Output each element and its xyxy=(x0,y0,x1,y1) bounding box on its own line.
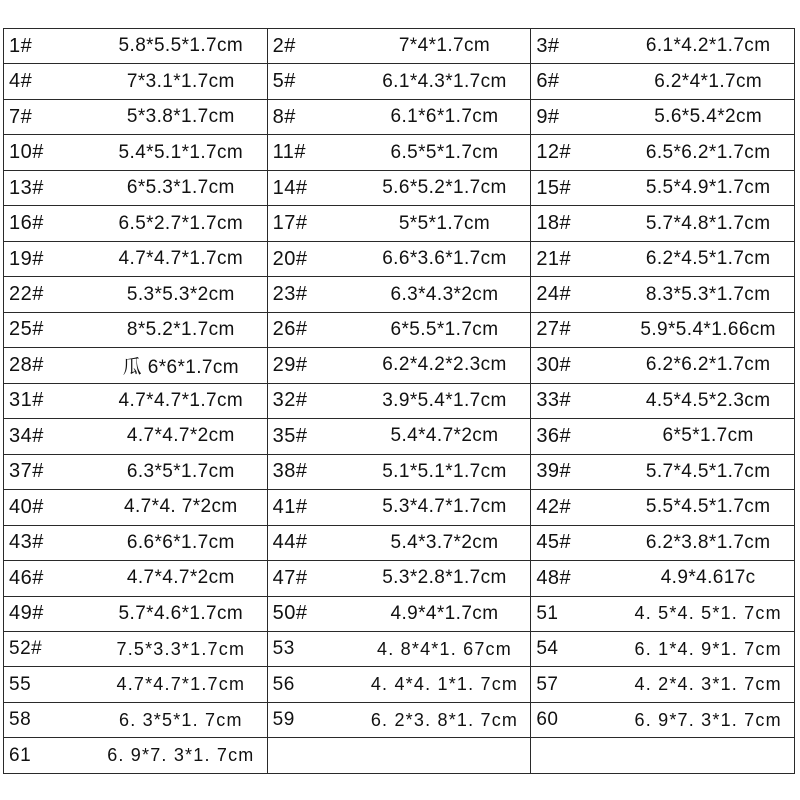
size-cell xyxy=(531,454,795,489)
size-cell-content xyxy=(531,632,794,666)
item-number: 40# xyxy=(9,495,44,518)
item-number: 43# xyxy=(9,531,44,554)
item-number: 12# xyxy=(536,141,572,164)
size-cell xyxy=(267,29,531,64)
size-cell-content xyxy=(268,526,531,560)
table-row xyxy=(4,312,795,347)
size-cell xyxy=(4,277,268,312)
item-dimensions: 5.7*4.8*1.7cm xyxy=(645,212,771,234)
item-number: 30# xyxy=(536,353,572,376)
item-number: 11# xyxy=(272,141,307,164)
item-dimensions: 6. 9*7. 3*1. 7cm xyxy=(634,709,782,730)
size-cell-content xyxy=(268,64,531,98)
size-cell-content xyxy=(531,64,794,98)
size-cell xyxy=(4,490,268,525)
item-dimensions: 7.5*3.3*1.7cm xyxy=(116,638,246,659)
size-cell xyxy=(4,702,268,737)
size-cell xyxy=(267,596,531,631)
item-number: 3# xyxy=(536,34,560,57)
item-dimensions: 5.4*3.7*2cm xyxy=(390,531,499,553)
item-number: 42# xyxy=(536,495,572,518)
size-table xyxy=(3,28,795,774)
table-row xyxy=(4,490,795,525)
item-dimensions: 4.7*4.7*2cm xyxy=(126,425,235,447)
item-number: 23# xyxy=(272,283,308,306)
size-cell-content xyxy=(4,29,267,63)
size-cell-content xyxy=(268,135,531,169)
size-cell xyxy=(531,206,795,241)
item-dimensions: 6.1*4.2*1.7cm xyxy=(645,35,771,57)
size-cell xyxy=(4,99,268,134)
size-cell-content xyxy=(268,597,531,631)
table-row xyxy=(4,667,795,702)
size-cell-content xyxy=(268,419,531,453)
table-row xyxy=(4,738,795,774)
size-cell xyxy=(531,631,795,666)
item-number: 21# xyxy=(536,247,572,270)
table-row xyxy=(4,631,795,666)
item-dimensions: 6.2*3.8*1.7cm xyxy=(645,531,771,553)
item-number: 28# xyxy=(9,353,44,376)
size-cell-content xyxy=(531,100,794,134)
size-cell-content xyxy=(268,313,531,347)
item-dimensions: 7*4*1.7cm xyxy=(398,35,491,57)
item-dimensions: 4. 4*4. 1*1. 7cm xyxy=(370,674,519,695)
size-cell xyxy=(267,170,531,205)
size-cell-content xyxy=(4,348,267,382)
item-number: 18# xyxy=(536,212,572,235)
size-cell xyxy=(267,490,531,525)
size-cell-content xyxy=(531,313,794,347)
item-dimensions: 瓜 6*6*1.7cm xyxy=(122,356,239,378)
size-cell xyxy=(4,561,268,596)
size-cell-content xyxy=(4,632,267,666)
size-cell-content xyxy=(268,242,531,276)
size-cell-content xyxy=(4,455,267,489)
item-dimensions: 4.7*4.7*1.7cm xyxy=(116,674,246,695)
item-dimensions: 5.5*4.5*1.7cm xyxy=(645,496,771,518)
item-dimensions: 5.9*5.4*1.66cm xyxy=(640,318,776,340)
size-cell-content xyxy=(4,667,267,701)
size-cell xyxy=(267,206,531,241)
table-row xyxy=(4,64,795,99)
item-number: 7# xyxy=(9,105,33,128)
item-number: 33# xyxy=(536,389,572,412)
size-cell-content xyxy=(268,667,531,701)
item-number: 51 xyxy=(536,602,559,624)
item-number: 36# xyxy=(536,424,572,447)
item-dimensions: 6.1*6*1.7cm xyxy=(390,106,499,128)
size-cell xyxy=(4,419,268,454)
table-row xyxy=(4,135,795,170)
item-dimensions: 8.3*5.3*1.7cm xyxy=(645,283,771,305)
item-number: 34# xyxy=(9,424,44,447)
item-dimensions: 6.5*2.7*1.7cm xyxy=(118,212,244,234)
item-number: 38# xyxy=(272,460,308,483)
size-cell xyxy=(4,667,268,702)
item-number: 61 xyxy=(9,744,32,766)
size-cell-content xyxy=(4,561,267,595)
item-number: 14# xyxy=(272,176,308,199)
size-cell xyxy=(531,99,795,134)
size-cell-content xyxy=(268,206,531,240)
item-dimensions: 5.1*5.1*1.7cm xyxy=(382,460,507,482)
item-dimensions: 4. 5*4. 5*1. 7cm xyxy=(634,603,782,624)
item-number: 52# xyxy=(9,638,43,660)
item-dimensions: 6.6*3.6*1.7cm xyxy=(382,248,507,270)
item-dimensions: 5.7*4.6*1.7cm xyxy=(118,602,244,624)
item-dimensions: 5.7*4.5*1.7cm xyxy=(645,460,771,482)
item-number: 15# xyxy=(536,176,572,199)
size-cell-content xyxy=(268,277,531,311)
size-cell-content xyxy=(268,384,531,418)
item-number: 26# xyxy=(272,318,308,341)
item-number: 39# xyxy=(536,460,572,483)
empty-cell xyxy=(267,738,531,774)
item-number: 57 xyxy=(536,673,559,695)
item-number: 27# xyxy=(536,318,572,341)
item-dimensions: 3.9*5.4*1.7cm xyxy=(382,389,507,411)
item-dimensions: 6.2*4.2*2.3cm xyxy=(382,354,507,376)
item-number: 55 xyxy=(9,673,32,695)
item-dimensions: 5.8*5.5*1.7cm xyxy=(118,35,244,57)
item-dimensions: 4. 2*4. 3*1. 7cm xyxy=(634,674,782,695)
size-cell xyxy=(267,667,531,702)
size-cell xyxy=(531,667,795,702)
size-cell-content xyxy=(4,703,267,737)
item-dimensions: 4.9*4*1.7cm xyxy=(390,602,499,624)
item-number: 10# xyxy=(9,141,44,164)
item-number: 59 xyxy=(272,709,295,731)
table-row xyxy=(4,596,795,631)
size-cell-content xyxy=(4,171,267,205)
size-cell-content xyxy=(531,348,794,382)
size-cell-content xyxy=(531,526,794,560)
size-cell-content xyxy=(268,455,531,489)
size-cell xyxy=(267,383,531,418)
table-row xyxy=(4,702,795,737)
item-number: 35# xyxy=(272,424,308,447)
item-dimensions: 4.7*4.7*1.7cm xyxy=(118,248,244,270)
size-cell-content xyxy=(4,490,267,524)
size-cell xyxy=(267,312,531,347)
size-cell-content xyxy=(531,419,794,453)
item-number: 46# xyxy=(9,566,44,589)
size-cell xyxy=(531,135,795,170)
size-cell xyxy=(531,702,795,737)
item-number: 31# xyxy=(9,389,44,412)
size-table-body xyxy=(4,29,795,774)
size-cell-content xyxy=(531,561,794,595)
size-cell xyxy=(531,64,795,99)
size-cell xyxy=(4,383,268,418)
size-cell xyxy=(531,596,795,631)
size-cell-content xyxy=(531,277,794,311)
item-dimensions: 6. 9*7. 3*1. 7cm xyxy=(107,745,255,766)
size-cell-content xyxy=(268,632,531,666)
item-number: 37# xyxy=(9,460,44,483)
item-dimensions: 6*5.3*1.7cm xyxy=(126,177,235,199)
size-cell xyxy=(531,490,795,525)
size-cell xyxy=(267,277,531,312)
size-cell xyxy=(4,29,268,64)
item-number: 20# xyxy=(272,247,308,270)
item-number: 17# xyxy=(272,212,308,235)
item-number: 54 xyxy=(536,638,559,660)
size-cell-content xyxy=(268,561,531,595)
item-dimensions: 6. 1*4. 9*1. 7cm xyxy=(634,638,782,659)
item-dimensions: 6*5*1.7cm xyxy=(662,425,754,447)
size-cell-content xyxy=(4,419,267,453)
item-dimensions: 6. 3*5*1. 7cm xyxy=(118,709,243,730)
size-cell xyxy=(4,135,268,170)
size-cell-content xyxy=(4,738,267,773)
item-dimensions: 6.5*5*1.7cm xyxy=(390,141,499,163)
item-dimensions: 4.9*4.617c xyxy=(660,567,756,589)
item-dimensions: 6.2*4*1.7cm xyxy=(654,70,763,92)
size-cell xyxy=(267,525,531,560)
item-number: 4# xyxy=(9,70,33,93)
size-cell-content xyxy=(268,29,531,63)
item-number: 16# xyxy=(9,212,44,235)
size-cell-content xyxy=(531,206,794,240)
item-dimensions: 4.7*4.7*2cm xyxy=(126,567,235,589)
item-dimensions: 4.7*4.7*1.7cm xyxy=(118,389,244,411)
item-dimensions: 5.6*5.4*2cm xyxy=(654,106,763,128)
size-cell-content xyxy=(268,703,531,737)
item-number: 44# xyxy=(272,531,308,554)
size-cell-content xyxy=(4,526,267,560)
table-row xyxy=(4,561,795,596)
item-dimensions: 5.6*5.2*1.7cm xyxy=(382,177,507,199)
table-row xyxy=(4,99,795,134)
item-number: 9# xyxy=(536,105,560,128)
size-cell xyxy=(267,631,531,666)
item-dimensions: 6.2*4.5*1.7cm xyxy=(645,248,771,270)
size-cell xyxy=(4,312,268,347)
size-cell-content xyxy=(531,384,794,418)
table-row xyxy=(4,277,795,312)
item-number: 29# xyxy=(272,353,308,376)
size-cell xyxy=(4,348,268,383)
size-cell xyxy=(4,206,268,241)
size-cell xyxy=(531,29,795,64)
table-row xyxy=(4,29,795,64)
size-cell-content xyxy=(4,277,267,311)
size-cell xyxy=(267,241,531,276)
size-cell xyxy=(4,241,268,276)
size-cell xyxy=(267,702,531,737)
table-row xyxy=(4,170,795,205)
size-cell-content xyxy=(4,206,267,240)
size-cell xyxy=(531,241,795,276)
size-cell-content xyxy=(4,100,267,134)
size-cell xyxy=(531,419,795,454)
size-cell-content xyxy=(531,135,794,169)
size-cell xyxy=(4,454,268,489)
size-cell-content xyxy=(4,597,267,631)
size-cell xyxy=(267,348,531,383)
size-cell-content xyxy=(268,348,531,382)
size-cell xyxy=(531,383,795,418)
item-dimensions: 5*3.8*1.7cm xyxy=(126,106,235,128)
item-number: 50# xyxy=(272,602,308,625)
size-cell-content xyxy=(268,171,531,205)
item-number: 5# xyxy=(272,70,296,93)
size-cell-content xyxy=(531,242,794,276)
size-cell xyxy=(267,454,531,489)
size-cell-content xyxy=(4,64,267,98)
item-dimensions: 6.3*5*1.7cm xyxy=(126,460,235,482)
item-number: 49# xyxy=(9,602,44,625)
item-number: 22# xyxy=(9,283,44,306)
table-row xyxy=(4,348,795,383)
item-dimensions: 5.3*4.7*1.7cm xyxy=(382,496,507,518)
item-dimensions: 5.5*4.9*1.7cm xyxy=(645,177,771,199)
item-dimensions: 5.4*5.1*1.7cm xyxy=(118,141,244,163)
item-number: 19# xyxy=(9,247,44,270)
size-cell xyxy=(267,561,531,596)
item-dimensions: 6.6*6*1.7cm xyxy=(126,531,235,553)
item-dimensions: 5.4*4.7*2cm xyxy=(390,425,499,447)
item-dimensions: 6. 2*3. 8*1. 7cm xyxy=(370,709,519,730)
size-cell-content xyxy=(4,242,267,276)
size-cell xyxy=(4,738,268,774)
size-cell xyxy=(531,561,795,596)
item-dimensions: 6.2*6.2*1.7cm xyxy=(645,354,771,376)
size-cell-content xyxy=(531,703,794,737)
size-cell-content xyxy=(4,313,267,347)
item-dimensions: 4. 8*4*1. 67cm xyxy=(377,638,512,659)
table-row xyxy=(4,206,795,241)
size-cell xyxy=(531,277,795,312)
size-cell xyxy=(531,348,795,383)
item-number: 53 xyxy=(272,638,295,660)
item-dimensions: 6.3*4.3*2cm xyxy=(390,283,499,305)
size-cell xyxy=(531,525,795,560)
size-cell-content xyxy=(531,490,794,524)
size-cell-content xyxy=(268,100,531,134)
table-row xyxy=(4,383,795,418)
size-cell xyxy=(4,631,268,666)
item-number: 25# xyxy=(9,318,44,341)
item-number: 1# xyxy=(9,34,33,57)
item-dimensions: 4.7*4. 7*2cm xyxy=(124,496,238,518)
item-dimensions: 8*5.2*1.7cm xyxy=(126,318,235,340)
item-dimensions: 4.5*4.5*2.3cm xyxy=(645,389,771,411)
size-cell-content xyxy=(531,171,794,205)
size-cell xyxy=(4,64,268,99)
table-row xyxy=(4,419,795,454)
item-number: 24# xyxy=(536,283,572,306)
table-row xyxy=(4,454,795,489)
size-cell-content xyxy=(531,29,794,63)
item-dimensions: 6*5.5*1.7cm xyxy=(390,318,499,340)
size-cell-content xyxy=(531,597,794,631)
size-cell-content xyxy=(531,455,794,489)
size-cell xyxy=(531,170,795,205)
size-cell xyxy=(4,525,268,560)
size-cell-content xyxy=(531,667,794,701)
item-number: 6# xyxy=(536,70,560,93)
item-dimensions: 7*3.1*1.7cm xyxy=(126,70,235,92)
item-number: 32# xyxy=(272,389,308,412)
size-cell xyxy=(531,312,795,347)
size-cell xyxy=(267,64,531,99)
size-cell xyxy=(267,99,531,134)
item-dimensions: 6.5*6.2*1.7cm xyxy=(645,141,771,163)
item-dimensions: 5.3*5.3*2cm xyxy=(126,283,235,305)
item-number: 2# xyxy=(272,34,296,57)
item-number: 56 xyxy=(272,673,295,695)
size-cell xyxy=(267,135,531,170)
item-number: 13# xyxy=(9,176,44,199)
empty-cell xyxy=(531,738,795,774)
size-cell xyxy=(267,419,531,454)
item-dimensions: 6.1*4.3*1.7cm xyxy=(382,70,507,92)
item-number: 58 xyxy=(9,709,32,731)
size-cell-content xyxy=(4,135,267,169)
item-number: 47# xyxy=(272,566,308,589)
size-cell xyxy=(4,596,268,631)
item-number: 41# xyxy=(272,495,308,518)
size-cell-content xyxy=(4,384,267,418)
item-number: 8# xyxy=(272,105,296,128)
item-dimensions: 5.3*2.8*1.7cm xyxy=(382,567,507,589)
table-row xyxy=(4,241,795,276)
item-dimensions: 5*5*1.7cm xyxy=(398,212,491,234)
size-cell-content xyxy=(268,490,531,524)
size-cell xyxy=(4,170,268,205)
item-number: 45# xyxy=(536,531,572,554)
item-number: 60 xyxy=(536,709,559,731)
table-row xyxy=(4,525,795,560)
item-number: 48# xyxy=(536,566,572,589)
